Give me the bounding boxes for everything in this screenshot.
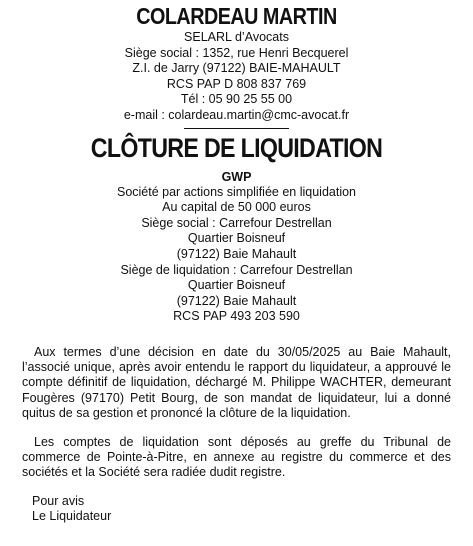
company-seat-city: (97122) Baie Mahault — [176, 246, 297, 261]
firm-address-city: Z.I. de Jarry (97122) BAIE-MAHAULT — [132, 61, 341, 76]
company-rcs: RCS PAP 493 203 590 — [173, 309, 300, 324]
company-liquidation-seat-district: Quartier Boisneuf — [187, 278, 286, 293]
notice-heading — [22, 133, 451, 163]
divider — [184, 128, 289, 129]
firm-type: SELARL d’Avocats — [184, 30, 289, 44]
company-liquidation-seat-street: Siège de liquidation : Carrefour Destrellan — [120, 262, 353, 277]
firm-header — [22, 0, 451, 124]
company-liquidation-seat-city: (97122) Baie Mahault — [176, 293, 297, 308]
firm-phone: Tél : 05 90 25 55 00 — [180, 92, 293, 107]
company-seat-district: Quartier Boisneuf — [187, 231, 286, 246]
firm-name: COLARDEAU MARTIN — [136, 3, 337, 29]
closing-line-1: Pour avis — [32, 493, 85, 508]
firm-address-street: Siège social : 1352, rue Henri Becquerel — [124, 45, 349, 60]
firm-email: e-mail : colardeau.martin@cmc-avocat.fr — [123, 107, 350, 122]
company-capital: Au capital de 50 000 euros — [162, 200, 311, 215]
company-legal-form: Société par actions simplifiée en liquidation — [116, 184, 357, 199]
filing-paragraph: Les comptes de liquidation sont déposés au greffe du Tribunal de commerce de Pointe-à-Pitre, en annexe au registre du commerce et des sociétés et la Société sera radiée dudit registre. — [22, 434, 451, 480]
signature-block — [22, 494, 451, 525]
closing-signatory: Le Liquidateur — [32, 508, 112, 523]
company-seat-street: Siège social : Carrefour Destrellan — [141, 215, 332, 230]
notice-title: CLÔTURE DE LIQUIDATION — [90, 132, 383, 163]
company-block — [22, 169, 451, 325]
company-name: GWP — [221, 169, 252, 184]
decision-paragraph: Aux termes d’une décision en date du 30/05/2025 au Baie Mahault, l’associé unique, après avoir entendu le rapport du liquidateur, a approuvé le compte définitif de liquidation, déchargé M. Philippe WACHTER, demeurant Fougères (97170) Petit Bourg, de son mandat de liquidateur, lui a donné quitus de sa gestion et prononcé la clôture de la liquidation. — [22, 344, 451, 420]
firm-rcs: RCS PAP D 808 837 769 — [166, 76, 307, 91]
